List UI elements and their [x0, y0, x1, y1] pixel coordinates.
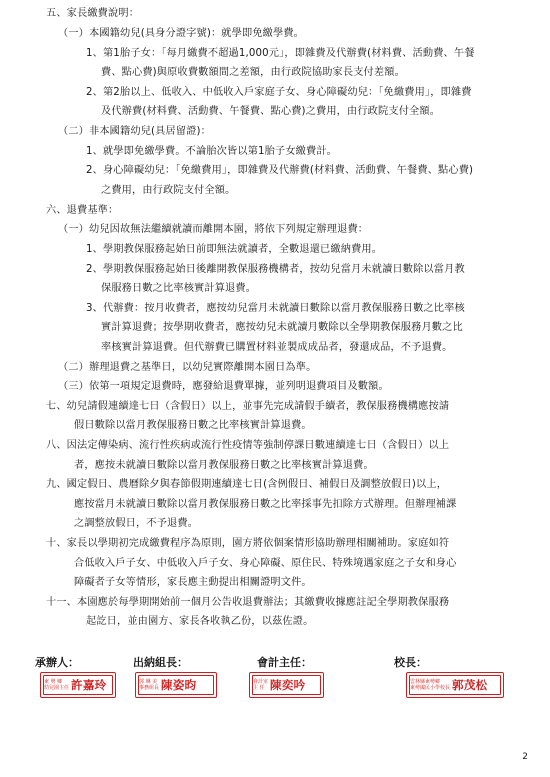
seal-text: 主 任 — [253, 685, 265, 691]
organizer-seal — [40, 672, 116, 698]
seal-text: 事務組長 — [139, 685, 160, 691]
text-line: 及代辦費(材料費、活動費、午餐費、點心費)之費用，由行政院支付全額。 — [101, 106, 441, 117]
section-heading-5: 五、家長繳費說明： — [46, 8, 140, 19]
text-line: 1、就學即免繳學費。不論胎次皆以第1胎子女繳費計。 — [86, 146, 338, 157]
text-line: 3、代辦費：按月收費者，應按幼兒當月未就讀日數除以當月教保服務日數之比率核 — [86, 303, 465, 314]
section-heading-6: 六、退費基準： — [46, 205, 119, 216]
section-9: 九、國定假日、農曆除夕與春節假期連續達七日(含例假日、補假日及調整放假日)以上， — [46, 479, 448, 490]
seal-name: 許嘉玲 — [71, 678, 107, 692]
text-line: 實計算退費；按學期收費者，應按幼兒未就讀月數除以全學期教保服務月數之比 — [101, 322, 463, 333]
text-line: 假日數除以當月教保服務日數之比率核實計算退費。 — [74, 420, 312, 431]
text-line: 1、學期教保服務起始日前即無法就讀者，全數退還已繳納費用。 — [86, 244, 383, 255]
subsection-6-3: （三）依第一項規定退費時，應發給退費單據，並列明退費項目及數額。 — [58, 381, 389, 392]
section-8: 八、因法定傳染病、流行性疾病或流行性疫情等強制停課日數連續達七日（含假日）以上 — [46, 440, 450, 451]
text-line: 之費用，由行政院支付全額。 — [101, 185, 236, 196]
seal-text: 東勢國民小學校長 — [410, 685, 451, 691]
text-line: 費、點心費)與原收費數額間之差額，由行政院協助家長支付差額。 — [101, 67, 405, 78]
text-line: 障礙者子女等情形，家長應主動提出相關證明文件。 — [74, 577, 312, 588]
text-line: 之調整放假日，不予退費。 — [74, 518, 199, 529]
text-line: 2、學期教保服務起始日後離開教保服務機構者，按幼兒當月未就讀日數除以當月教 — [86, 264, 465, 275]
seal-text: 雲林縣東勢鄉 — [410, 679, 441, 685]
seal-name: 陳姿昀 — [161, 678, 197, 692]
accounting-seal — [249, 672, 324, 698]
subsection-6-2: （二）辦理退費之基準日，以幼兒實際離開本園日為準。 — [58, 362, 317, 373]
subsection-5-1: （一）本國籍幼兒(具身分證字號)：就學即免繳學費。 — [58, 28, 305, 39]
section-7: 七、幼兒請假連續達七日（含假日）以上，並事先完成請假手續者，教保服務機構應按請 — [46, 401, 450, 412]
organizer-label: 承辦人： — [35, 656, 79, 669]
text-line: 合低收入戶子女、中低收入戶子女、身心障礙、原住民、特殊境遇家庭之子女和身心 — [74, 558, 457, 569]
seal-text: 東 勢 鄉 — [44, 679, 63, 685]
subsection-6-1: （一）幼兒因故無法繼續就讀而離開本園，將依下列規定辦理退費： — [58, 224, 369, 235]
text-line: 率核實計算退費。但代辦費已購置材料並製成成品者，發還成品，不予退費。 — [101, 342, 453, 353]
seal-text: 幼兒園主任 — [44, 685, 70, 691]
page-number: 2 — [522, 752, 528, 762]
principal-seal — [406, 672, 504, 698]
cashier-seal — [135, 672, 217, 698]
text-line: 1、第1胎子女：「每月繳費不超過1,000元」，即雜費及代辦費(材料費、活動費、午餐 — [86, 48, 475, 59]
text-line: 起訖日，並由園方、家長各收執乙份，以茲佐證。 — [86, 616, 314, 627]
text-line: 者，應按未就讀日數除以當月教保服務日數之比率核實計算退費。 — [74, 460, 374, 471]
cashier-label: 出納組長： — [133, 656, 188, 669]
seal-text: 會計室 — [253, 679, 269, 685]
text-line: 2、第2胎以上、低收入、中低收入戶家庭子女、身心障礙幼兒：「免繳費用」，即雜費 — [86, 87, 472, 98]
text-line: 2、身心障礙幼兒：「免繳費用」，即雜費及代辦費(材料費、活動費、午餐費、點心費) — [86, 165, 474, 176]
seal-name: 陳奕吟 — [270, 678, 306, 692]
accounting-label: 會計主任： — [257, 656, 312, 669]
seal-name: 郭茂松 — [452, 678, 488, 692]
subsection-5-2: （二）非本國籍幼兒(具居留證)： — [58, 126, 211, 137]
text-line: 保服務日數之比率核實計算退費。 — [101, 283, 257, 294]
seal-text: 郭 琳 美 — [139, 679, 158, 685]
principal-label: 校長： — [394, 656, 427, 669]
text-line: 應按當月未就讀日數除以當月教保服務日數之比率採事先扣除方式辦理。但辦理補課 — [74, 499, 457, 510]
section-11: 十一、本園應於每學期開始前一個月公告收退費辦法；其繳費收據應註記全學期教保服務 — [46, 597, 450, 608]
section-10: 十、家長以學期初完成繳費程序為原則，園方將依個案情形協助辦理相關補助。家庭如符 — [46, 538, 450, 549]
